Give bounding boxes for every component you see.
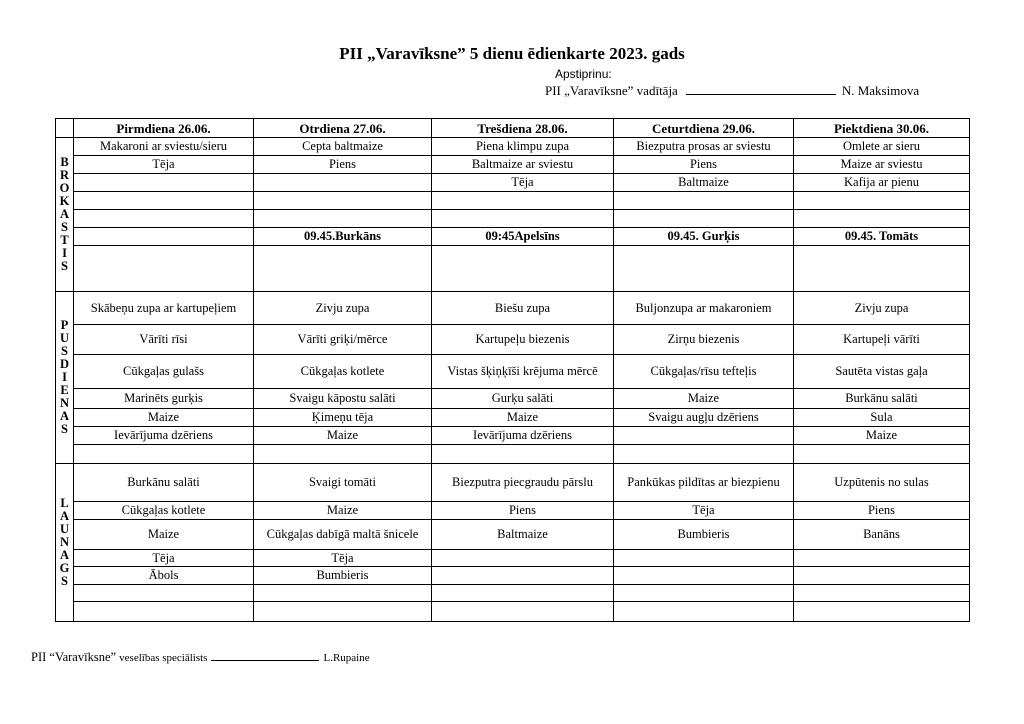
menu-cell: Biezputra prosas ar sviestu [614, 138, 794, 156]
header-row [56, 119, 970, 138]
snack-row [56, 585, 970, 602]
menu-cell [74, 445, 254, 464]
menu-table [55, 118, 970, 622]
menu-cell: Maize [74, 520, 254, 550]
menu-cell: Tēja [432, 174, 614, 192]
footer-signature-line [211, 651, 319, 661]
menu-cell [614, 567, 794, 585]
menu-cell: 09.45.Burkāns [254, 228, 432, 246]
menu-cell: Svaigu augļu dzēriens [614, 409, 794, 427]
menu-cell: Omlete ar sieru [794, 138, 970, 156]
menu-cell: Baltmaize [432, 520, 614, 550]
menu-cell [254, 174, 432, 192]
menu-cell: Sula [794, 409, 970, 427]
menu-cell [74, 210, 254, 228]
day-header: Pirmdiena 26.06. [74, 119, 254, 138]
menu-cell [432, 445, 614, 464]
menu-cell: Piens [254, 156, 432, 174]
section-letter: A [59, 207, 70, 221]
menu-cell: Ievārījuma dzēriens [432, 427, 614, 445]
section-letter: I [62, 246, 67, 260]
menu-cell: Burkānu salāti [794, 389, 970, 409]
approver-role: PII „Varavīksne” vadītāja [545, 83, 678, 98]
menu-cell [74, 228, 254, 246]
lunch-row [56, 409, 970, 427]
menu-cell: Maize [74, 409, 254, 427]
menu-cell [614, 585, 794, 602]
section-letter: S [61, 344, 68, 358]
menu-cell [794, 585, 970, 602]
menu-cell: Maize [614, 389, 794, 409]
approver-name: N. Maksimova [841, 83, 920, 98]
menu-cell: Makaroni ar sviestu/sieru [74, 138, 254, 156]
section-letter: L [60, 496, 69, 510]
menu-cell [614, 246, 794, 292]
section-letter: N [59, 535, 70, 549]
snack-row [56, 520, 970, 550]
breakfast-section-label [56, 138, 74, 292]
menu-cell: Zivju zupa [794, 292, 970, 325]
section-letter: N [59, 396, 70, 410]
breakfast-row [56, 210, 970, 228]
menu-cell [432, 550, 614, 567]
menu-cell: Maize [794, 427, 970, 445]
menu-cell: 09:45Apelsīns [432, 228, 614, 246]
menu-cell [254, 210, 432, 228]
section-letter: S [61, 574, 68, 588]
section-letter: S [61, 422, 68, 436]
menu-cell: Ķimeņu tēja [254, 409, 432, 427]
menu-cell: Baltmaize ar sviestu [432, 156, 614, 174]
menu-cell: Cūkgaļas dabīgā maltā šnicele [254, 520, 432, 550]
menu-cell: Gurķu salāti [432, 389, 614, 409]
menu-cell: Maize ar sviestu [794, 156, 970, 174]
section-letter: O [59, 181, 70, 195]
section-letter: G [59, 561, 70, 575]
section-letter: T [60, 233, 69, 247]
menu-cell: Biezputra piecgraudu pārslu [432, 464, 614, 502]
menu-cell [614, 427, 794, 445]
menu-cell [614, 192, 794, 210]
menu-cell: Vistas šķiņķīši krējuma mērcē [432, 355, 614, 389]
lunch-row [56, 355, 970, 389]
section-letter: K [59, 194, 70, 208]
snack-row [56, 550, 970, 567]
menu-cell: Marinēts gurķis [74, 389, 254, 409]
menu-cell: Buljonzupa ar makaroniem [614, 292, 794, 325]
breakfast-row [56, 228, 970, 246]
menu-cell: Kartupeļi vārīti [794, 325, 970, 355]
menu-cell [74, 246, 254, 292]
lunch-row [56, 325, 970, 355]
lunch-section-label [56, 292, 74, 464]
section-letter: A [59, 548, 70, 562]
section-letter: R [59, 168, 70, 182]
menu-cell: Piens [794, 502, 970, 520]
menu-cell: Tēja [74, 156, 254, 174]
menu-cell: Banāns [794, 520, 970, 550]
menu-cell: Bumbieris [254, 567, 432, 585]
menu-cell [432, 585, 614, 602]
section-letter: I [62, 370, 67, 384]
lunch-row [56, 445, 970, 464]
lunch-row [56, 427, 970, 445]
menu-cell: Maize [432, 409, 614, 427]
menu-cell [74, 174, 254, 192]
menu-cell [794, 550, 970, 567]
menu-cell [254, 445, 432, 464]
footer-role: veselības speciālists [119, 652, 208, 664]
section-letter: U [59, 522, 70, 536]
snack-row [56, 602, 970, 622]
menu-cell [74, 192, 254, 210]
menu-cell: Zivju zupa [254, 292, 432, 325]
menu-cell: Piena klimpu zupa [432, 138, 614, 156]
menu-cell [254, 602, 432, 622]
menu-cell: Skābeņu zupa ar kartupeļiem [74, 292, 254, 325]
menu-cell: Tēja [74, 550, 254, 567]
footer-org: PII “Varavīksne” [31, 650, 117, 664]
menu-cell: Cūkgaļas/rīsu tefteļis [614, 355, 794, 389]
breakfast-row [56, 174, 970, 192]
menu-cell: Pankūkas pildītas ar biezpienu [614, 464, 794, 502]
menu-cell [614, 210, 794, 228]
corner-cell [56, 119, 74, 138]
menu-cell: Ābols [74, 567, 254, 585]
menu-cell: Piens [432, 502, 614, 520]
section-letter: P [60, 318, 69, 332]
menu-cell: Cūkgaļas gulašs [74, 355, 254, 389]
approve-label: Apstiprinu: [555, 67, 612, 81]
section-letter: S [61, 259, 68, 273]
lunch-row [56, 292, 970, 325]
breakfast-row [56, 138, 970, 156]
day-header: Otrdiena 27.06. [254, 119, 432, 138]
menu-cell [432, 246, 614, 292]
section-letter: A [59, 409, 70, 423]
menu-cell [432, 602, 614, 622]
day-header: Trešdiena 28.06. [432, 119, 614, 138]
menu-cell: Biešu zupa [432, 292, 614, 325]
menu-cell [254, 192, 432, 210]
menu-cell [794, 602, 970, 622]
section-letter: B [60, 155, 69, 169]
snack-section-label [56, 464, 74, 622]
menu-cell [794, 192, 970, 210]
menu-cell [432, 567, 614, 585]
breakfast-row [56, 246, 970, 292]
menu-cell [614, 550, 794, 567]
snack-row [56, 464, 970, 502]
menu-cell: Kafija ar pienu [794, 174, 970, 192]
menu-cell [614, 602, 794, 622]
section-letter: A [59, 509, 70, 523]
menu-cell: Bumbieris [614, 520, 794, 550]
footer [31, 650, 370, 665]
menu-cell: Ievārījuma dzēriens [74, 427, 254, 445]
day-header: Ceturtdiena 29.06. [614, 119, 794, 138]
menu-cell: Cūkgaļas kotlete [254, 355, 432, 389]
approver-line [545, 83, 919, 99]
section-letter: E [60, 383, 69, 397]
menu-cell: Vārīti griķi/mērce [254, 325, 432, 355]
menu-cell: Baltmaize [614, 174, 794, 192]
breakfast-row [56, 156, 970, 174]
menu-cell: Sautēta vistas gaļa [794, 355, 970, 389]
page-title: PII „Varavīksne” 5 dienu ēdienkarte 2023. gads [339, 44, 685, 63]
menu-cell: Cepta baltmaize [254, 138, 432, 156]
section-letter: U [59, 331, 70, 345]
menu-cell: Uzpūtenis no sulas [794, 464, 970, 502]
lunch-row [56, 389, 970, 409]
snack-row [56, 502, 970, 520]
menu-cell [794, 445, 970, 464]
menu-cell: Tēja [614, 502, 794, 520]
menu-cell: Tēja [254, 550, 432, 567]
menu-cell [254, 246, 432, 292]
menu-cell [432, 210, 614, 228]
day-header: Piektdiena 30.06. [794, 119, 970, 138]
menu-cell: Svaigu kāpostu salāti [254, 389, 432, 409]
signature-line [686, 84, 836, 95]
menu-cell: Vārīti rīsi [74, 325, 254, 355]
menu-cell [794, 210, 970, 228]
menu-cell [614, 445, 794, 464]
snack-row [56, 567, 970, 585]
menu-cell [432, 192, 614, 210]
menu-cell: Burkānu salāti [74, 464, 254, 502]
menu-cell: Cūkgaļas kotlete [74, 502, 254, 520]
menu-cell: Zirņu biezenis [614, 325, 794, 355]
menu-cell [254, 585, 432, 602]
menu-cell: Maize [254, 427, 432, 445]
menu-cell: Maize [254, 502, 432, 520]
section-letter: D [59, 357, 70, 371]
section-letter: S [61, 220, 68, 234]
menu-cell: 09.45. Tomāts [794, 228, 970, 246]
menu-cell [74, 585, 254, 602]
footer-name: L.Rupaine [323, 652, 370, 664]
menu-cell [794, 567, 970, 585]
menu-cell [794, 246, 970, 292]
menu-cell: 09.45. Gurķis [614, 228, 794, 246]
menu-cell: Piens [614, 156, 794, 174]
menu-cell [74, 602, 254, 622]
breakfast-row [56, 192, 970, 210]
menu-cell: Svaigi tomāti [254, 464, 432, 502]
menu-cell: Kartupeļu biezenis [432, 325, 614, 355]
